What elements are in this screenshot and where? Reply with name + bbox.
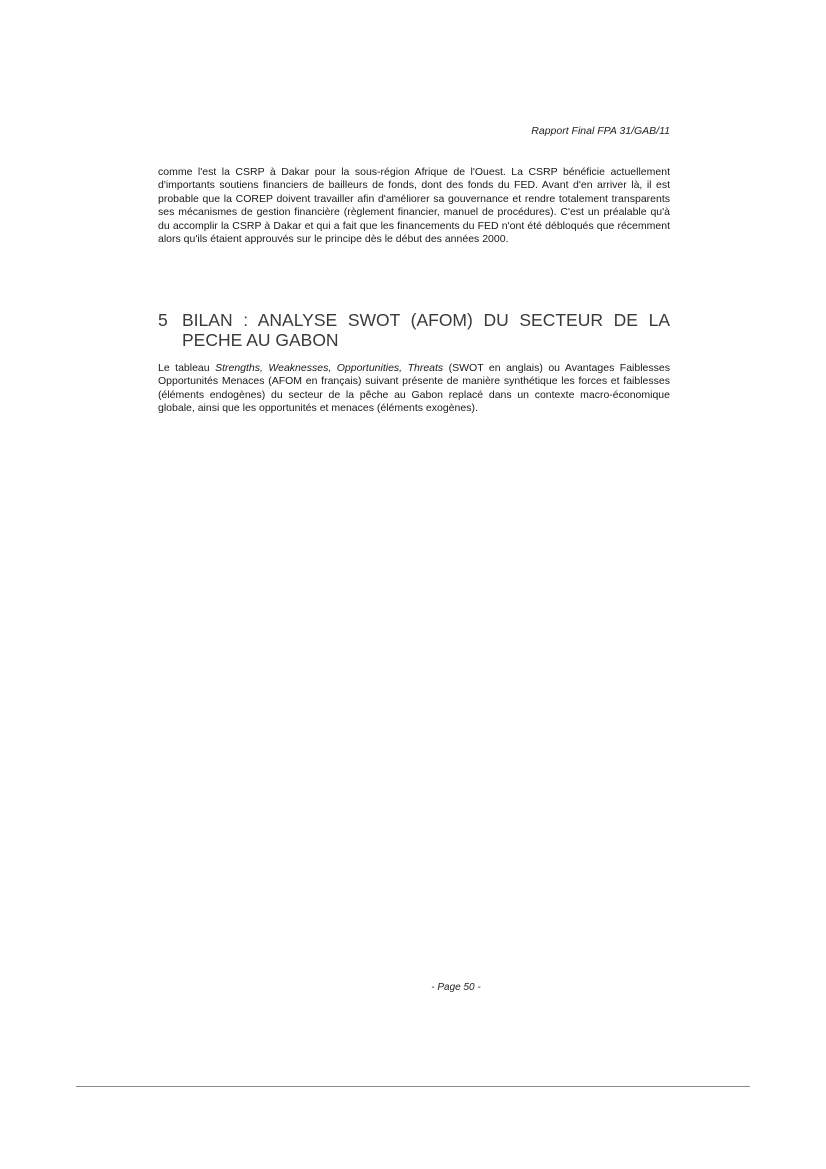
swot-paragraph bbox=[158, 362, 670, 416]
bottom-divider bbox=[76, 1086, 750, 1087]
intro-paragraph: comme l'est la CSRP à Dakar pour la sous-région Afrique de l'Ouest. La CSRP bénéficie actuellement d'importants soutiens financiers de bailleurs de fonds, dont des fonds du FED. Avant d'en arriver là, il est probable que la COREP doivent travailler afin d'améliorer sa gouvernance et rendre totalement transparents ses mécanismes de gestion financière (règlement financier, manuel de procédures). C'est un préalable qu'à du accomplir la CSRP à Dakar et qui a fait que les financements du FED n'ont été débloqués que récemment alors qu'ils étaient approuvés sur le principe dès le début des années 2000. bbox=[158, 166, 670, 246]
page-number-footer: - Page 50 - bbox=[431, 982, 481, 993]
section-heading bbox=[158, 310, 670, 350]
section-number: 5 bbox=[158, 310, 168, 330]
swot-paragraph-lead: Le tableau bbox=[158, 362, 216, 374]
swot-italic-terms: Strengths, Weaknesses, Opportunities, Threats bbox=[215, 362, 444, 374]
section-title: BILAN : ANALYSE SWOT (AFOM) DU SECTEUR DE LA PECHE AU GABON bbox=[182, 310, 670, 350]
swot-paragraph-rest: (SWOT en anglais) ou Avantages Faiblesses Opportunités Menaces (AFOM en français) suivant présente de manière synthétique les forces et faiblesses (éléments endogènes) du secteur de la pêche au Gabon replacé dans un contexte macro-économique globale, ainsi que les opportunités et menaces (éléments exogènes). bbox=[158, 362, 670, 415]
report-reference-header: Rapport Final FPA 31/GAB/11 bbox=[531, 125, 670, 137]
